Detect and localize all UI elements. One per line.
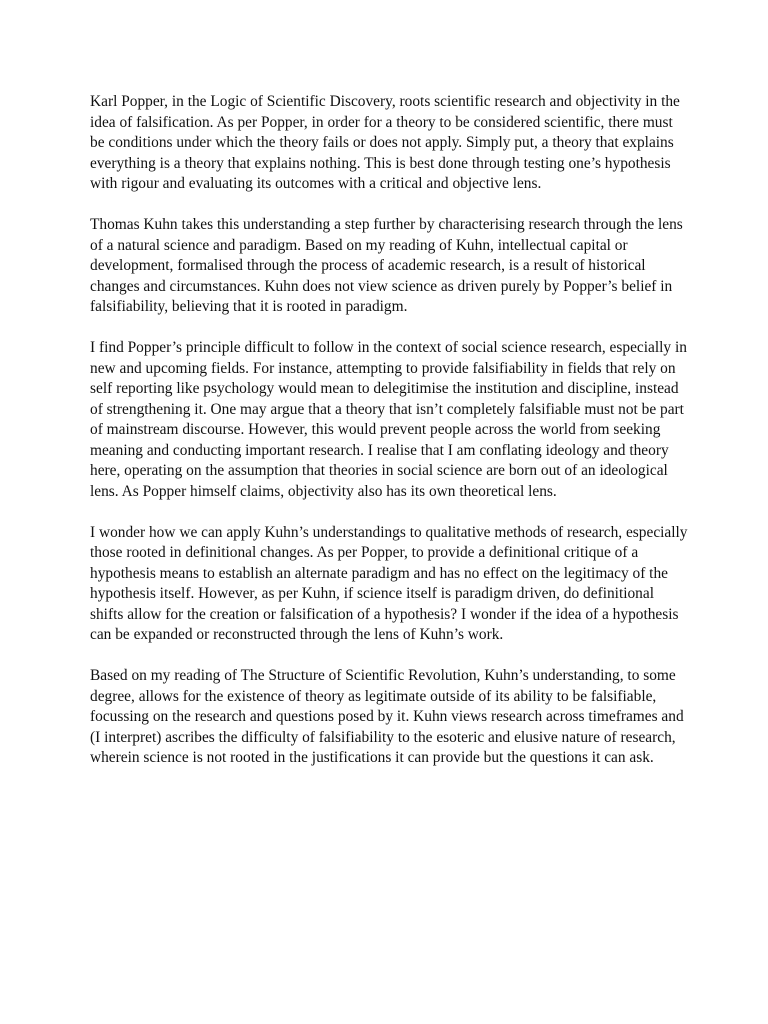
paragraph-qualitative-methods: I wonder how we can apply Kuhn’s understandings to qualitative methods of research, especially those rooted in definitional changes. As per Popper, to provide a definitional critique of a hypothesis means to establish an alternate paradigm and has no effect on the legitimacy of the hypothesis itself. However, as per Kuhn, if science itself is paradigm driven, do definitional shifts allow for the creation or falsification of a hypothesis? I wonder if the idea of a hypothesis can be expanded or reconstructed through the lens of Kuhn’s work. bbox=[90, 523, 688, 643]
paragraph-kuhn-paradigm: Thomas Kuhn takes this understanding a step further by characterising research through the lens of a natural science and paradigm. Based on my reading of Kuhn, intellectual capital or development, formalised through the process of academic research, is a result of historical changes and circumstances. Kuhn does not view science as driven purely by Popper’s belief in falsifiability, believing that it is rooted in paradigm. bbox=[90, 216, 683, 315]
paragraph-popper-falsification: Karl Popper, in the Logic of Scientific Discovery, roots scientific research and objectivity in the idea of falsification. As per Popper, in order for a theory to be considered scientific, there must be conditions under which the theory fails or does not apply. Simply put, a theory that explains everything is a theory that explains nothing. This is best done through testing one’s hypothesis with rigour and evaluating its outcomes with a critical and objective lens. bbox=[90, 93, 680, 192]
paragraph-structure-of-revolution: Based on my reading of The Structure of Scientific Revolution, Kuhn’s understanding, to some degree, allows for the existence of theory as legitimate outside of its ability to be falsifiable, focussing on the research and questions posed by it. Kuhn views research across timeframes and (I interpret) ascribes the difficulty of falsifiability to the esoteric and elusive nature of research, wherein science is not rooted in the justifications it can provide but the questions it can ask. bbox=[90, 667, 684, 766]
paragraph-social-science: I find Popper’s principle difficult to follow in the context of social science research, especially in new and upcoming fields. For instance, attempting to provide falsifiability in fields that rely on self reporting like psychology would mean to delegitimise the institution and discipline, instead of strengthening it. One may argue that a theory that isn’t completely falsifiable must not be part of mainstream discourse. However, this would prevent people across the world from seeking meaning and conducting important research. I realise that I am conflating ideology and theory here, operating on the assumption that theories in social science are born out of an ideological lens. As Popper himself claims, objectivity also has its own theoretical lens. bbox=[90, 339, 687, 500]
